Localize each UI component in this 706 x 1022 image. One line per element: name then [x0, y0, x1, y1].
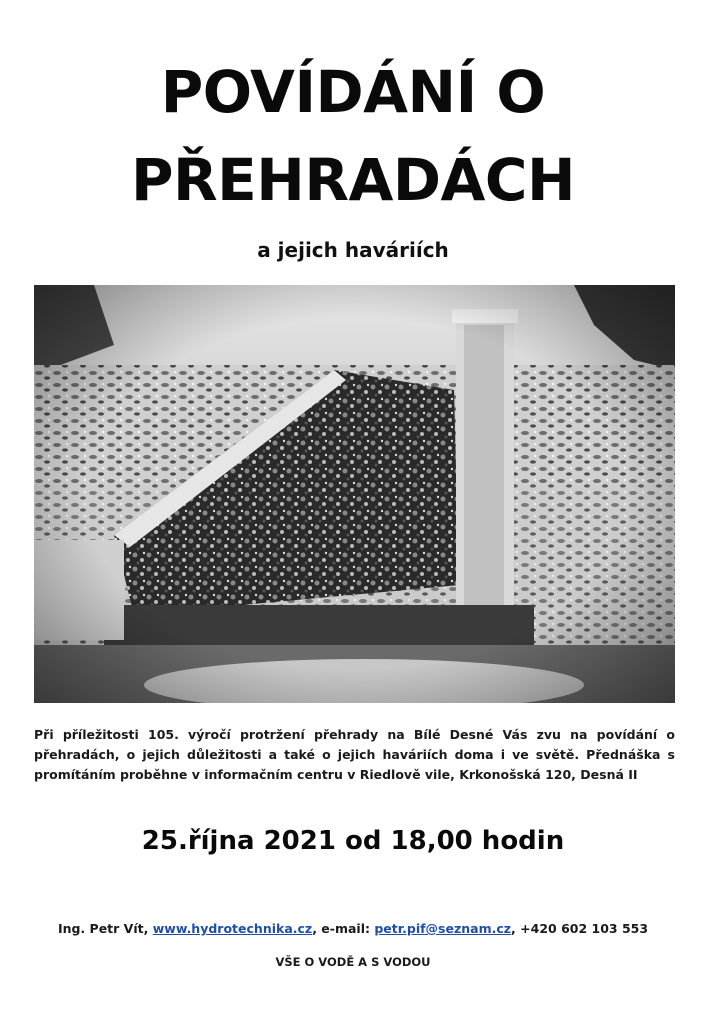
contact-name: Ing. Petr Vít,	[57, 921, 149, 936]
motto: VŠE O VODĚ A S VODOU	[275, 955, 431, 969]
broken-dam-photo	[34, 285, 675, 703]
contact-line	[0, 921, 706, 936]
title-line-1: POVÍDÁNÍ O	[160, 58, 546, 126]
event-description: Při příležitosti 105. výročí protržení přehrady na Bílé Desné Vás zvu na povídání o přehradách, o jejich důležitosti a také o jejich haváriích doma i ve světě. Přednáška s promítáním proběhne v informačním centru v Riedlově vile, Krkonošská 120, Desná II	[34, 727, 675, 782]
subtitle: a jejich haváriích	[257, 238, 449, 262]
title-line-2: PŘEHRADÁCH	[130, 146, 576, 214]
phone-number: , +420 602 103 553	[511, 921, 649, 936]
website-link[interactable]: www.hydrotechnika.cz	[152, 921, 313, 936]
email-label: , e-mail:	[312, 921, 370, 936]
email-link[interactable]: petr.pif@seznam.cz	[374, 921, 512, 936]
event-date: 25.října 2021 od 18,00 hodin	[141, 826, 565, 856]
